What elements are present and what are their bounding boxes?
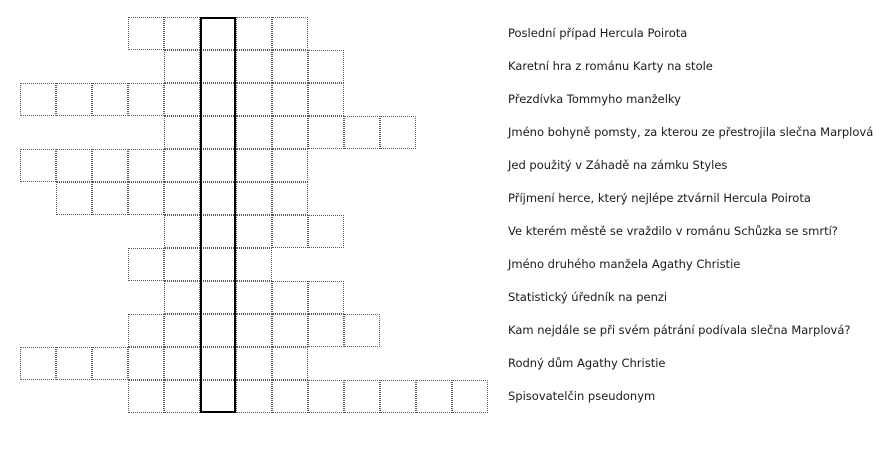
crossword-cell-input[interactable] (165, 150, 199, 181)
crossword-cell[interactable] (128, 83, 164, 116)
crossword-cell-input[interactable] (237, 117, 271, 148)
clue-text: Rodný dům Agathy Christie (508, 356, 666, 370)
clue-text: Spisovatelčin pseudonym (508, 389, 656, 403)
crossword-cell-input[interactable] (345, 315, 379, 346)
crossword-cell[interactable] (272, 83, 308, 116)
crossword-cell[interactable] (164, 380, 200, 413)
crossword-cell[interactable] (164, 149, 200, 182)
crossword-cell[interactable] (128, 314, 164, 347)
crossword-cell[interactable] (164, 83, 200, 116)
crossword-cell-input[interactable] (237, 183, 271, 214)
crossword-cell[interactable] (56, 149, 92, 182)
crossword-cell[interactable] (164, 314, 200, 347)
crossword-cell[interactable] (344, 314, 380, 347)
crossword-cell-input[interactable] (273, 348, 307, 379)
crossword-cell[interactable] (308, 215, 344, 248)
crossword-cell[interactable] (200, 83, 236, 116)
crossword-cell[interactable] (128, 248, 164, 281)
crossword-cell-input[interactable] (129, 183, 163, 214)
crossword-cell-input[interactable] (57, 183, 91, 214)
clue-text: Příjmení herce, který nejlépe ztvárnil Hercula Poirota (508, 191, 811, 205)
crossword-cell[interactable] (56, 347, 92, 380)
crossword-cell-input[interactable] (237, 18, 271, 49)
crossword-cell-input[interactable] (273, 18, 307, 49)
crossword-cell[interactable] (308, 314, 344, 347)
crossword-cell-input[interactable] (57, 150, 91, 181)
crossword-cell[interactable] (272, 380, 308, 413)
crossword-cell-input[interactable] (309, 282, 343, 313)
clue-text: Ve kterém městě se vraždilo v románu Schůzka se smrtí? (508, 224, 838, 238)
crossword-cell-input[interactable] (201, 348, 235, 379)
crossword-cell[interactable] (200, 17, 236, 50)
crossword-cell[interactable] (236, 347, 272, 380)
clue-text: Jméno druhého manžela Agathy Christie (508, 257, 741, 271)
crossword-cell-input[interactable] (309, 315, 343, 346)
crossword-cell[interactable] (200, 116, 236, 149)
crossword-cell[interactable] (200, 215, 236, 248)
crossword-cell[interactable] (236, 314, 272, 347)
crossword-cell-input[interactable] (201, 150, 235, 181)
crossword-cell-input[interactable] (201, 183, 235, 214)
crossword-cell-input[interactable] (237, 150, 271, 181)
crossword-cell-input[interactable] (237, 381, 271, 412)
crossword-cell-input[interactable] (273, 282, 307, 313)
crossword-cell[interactable] (164, 347, 200, 380)
crossword-cell-input[interactable] (165, 381, 199, 412)
crossword-cell-input[interactable] (273, 183, 307, 214)
crossword-cell-input[interactable] (165, 18, 199, 49)
crossword-cell[interactable] (200, 314, 236, 347)
crossword-cell-input[interactable] (165, 117, 199, 148)
crossword-cell-input[interactable] (93, 150, 127, 181)
crossword-cell-input[interactable] (93, 84, 127, 115)
crossword-cell[interactable] (272, 182, 308, 215)
crossword-cell-input[interactable] (93, 183, 127, 214)
crossword-cell-input[interactable] (237, 216, 271, 247)
crossword-cell-input[interactable] (165, 84, 199, 115)
crossword-cell[interactable] (308, 380, 344, 413)
crossword-cell[interactable] (416, 380, 452, 413)
crossword-cell-input[interactable] (165, 249, 199, 280)
crossword-cell-input[interactable] (201, 249, 235, 280)
crossword-cell-input[interactable] (21, 348, 55, 379)
crossword-cell-input[interactable] (165, 348, 199, 379)
crossword-cell-input[interactable] (273, 150, 307, 181)
crossword-cell[interactable] (200, 149, 236, 182)
crossword-cell[interactable] (164, 50, 200, 83)
crossword-cell[interactable] (164, 116, 200, 149)
crossword-cell-input[interactable] (237, 249, 271, 280)
crossword-cell-input[interactable] (237, 84, 271, 115)
crossword-cell-input[interactable] (309, 381, 343, 412)
crossword-cell-input[interactable] (345, 117, 379, 148)
crossword-cell-input[interactable] (165, 315, 199, 346)
crossword-cell[interactable] (272, 50, 308, 83)
crossword-cell-input[interactable] (201, 282, 235, 313)
crossword-cell-input[interactable] (129, 18, 163, 49)
crossword-cell-input[interactable] (309, 216, 343, 247)
crossword-cell-input[interactable] (129, 84, 163, 115)
crossword-cell-input[interactable] (21, 84, 55, 115)
crossword-cell-input[interactable] (273, 315, 307, 346)
crossword-cell[interactable] (128, 149, 164, 182)
crossword-cell-input[interactable] (165, 216, 199, 247)
crossword-cell[interactable] (92, 83, 128, 116)
crossword-cell-input[interactable] (309, 117, 343, 148)
crossword-cell-input[interactable] (237, 315, 271, 346)
crossword-cell[interactable] (164, 215, 200, 248)
crossword-cell-input[interactable] (381, 381, 415, 412)
crossword-cell[interactable] (236, 248, 272, 281)
crossword-cell[interactable] (20, 83, 56, 116)
crossword-cell-input[interactable] (201, 315, 235, 346)
clue-text: Jed použitý v Záhadě na zámku Styles (508, 158, 728, 172)
crossword-cell-input[interactable] (453, 381, 487, 412)
crossword-cell[interactable] (200, 50, 236, 83)
crossword-cell[interactable] (308, 50, 344, 83)
crossword-cell[interactable] (128, 380, 164, 413)
crossword-cell[interactable] (164, 281, 200, 314)
crossword-cell-input[interactable] (201, 84, 235, 115)
crossword-cell[interactable] (452, 380, 488, 413)
clue-text: Kam nejdále se při svém pátrání podívala slečna Marplová? (508, 323, 851, 337)
crossword-cell-input[interactable] (273, 84, 307, 115)
crossword-cell[interactable] (272, 347, 308, 380)
crossword-cell-input[interactable] (201, 18, 235, 49)
crossword-cell[interactable] (200, 380, 236, 413)
crossword-cell-input[interactable] (129, 315, 163, 346)
crossword-cell[interactable] (308, 281, 344, 314)
crossword-cell[interactable] (92, 182, 128, 215)
crossword-cell[interactable] (272, 149, 308, 182)
clue-text: Jméno bohyně pomsty, za kterou ze přestrojila slečna Marplová (508, 125, 874, 139)
clue-text: Poslední případ Hercula Poirota (508, 26, 688, 40)
crossword-cell[interactable] (236, 116, 272, 149)
crossword-cell[interactable] (200, 182, 236, 215)
crossword-cell[interactable] (20, 347, 56, 380)
crossword-cell-input[interactable] (129, 348, 163, 379)
crossword-cell-input[interactable] (93, 348, 127, 379)
crossword-cell[interactable] (380, 116, 416, 149)
crossword-cell[interactable] (164, 17, 200, 50)
crossword-cell[interactable] (128, 17, 164, 50)
crossword-cell-input[interactable] (273, 381, 307, 412)
crossword-cell-input[interactable] (237, 348, 271, 379)
crossword-cell[interactable] (20, 149, 56, 182)
crossword-cell[interactable] (272, 314, 308, 347)
crossword-cell[interactable] (344, 380, 380, 413)
crossword-cell[interactable] (128, 347, 164, 380)
crossword-cell-input[interactable] (201, 51, 235, 82)
crossword-cell-input[interactable] (309, 84, 343, 115)
crossword-cell-input[interactable] (57, 348, 91, 379)
crossword-cell-input[interactable] (273, 216, 307, 247)
crossword-cell[interactable] (236, 281, 272, 314)
crossword-cell-input[interactable] (129, 381, 163, 412)
crossword-cell[interactable] (236, 380, 272, 413)
crossword-cell-input[interactable] (57, 84, 91, 115)
clue-text: Statistický úředník na penzi (508, 290, 668, 304)
crossword-cell-input[interactable] (201, 381, 235, 412)
crossword-cell[interactable] (308, 83, 344, 116)
crossword-cell-input[interactable] (237, 51, 271, 82)
crossword-cell-input[interactable] (237, 282, 271, 313)
crossword-cell-input[interactable] (309, 51, 343, 82)
crossword-cell[interactable] (164, 182, 200, 215)
crossword-cell[interactable] (56, 182, 92, 215)
crossword-cell[interactable] (236, 83, 272, 116)
crossword-cell-input[interactable] (345, 381, 379, 412)
crossword-cell-input[interactable] (273, 117, 307, 148)
crossword-cell[interactable] (200, 347, 236, 380)
crossword-cell-input[interactable] (417, 381, 451, 412)
crossword-cell[interactable] (164, 248, 200, 281)
crossword-cell[interactable] (56, 83, 92, 116)
crossword-cell-input[interactable] (273, 51, 307, 82)
crossword-cell-input[interactable] (201, 117, 235, 148)
clue-text: Karetní hra z románu Karty na stole (508, 59, 713, 73)
crossword-cell-input[interactable] (129, 150, 163, 181)
crossword-cell[interactable] (344, 116, 380, 149)
crossword-cell[interactable] (128, 182, 164, 215)
crossword-cell[interactable] (272, 281, 308, 314)
crossword-cell[interactable] (92, 149, 128, 182)
crossword-cell[interactable] (236, 149, 272, 182)
crossword-cell[interactable] (236, 215, 272, 248)
crossword-cell[interactable] (200, 248, 236, 281)
crossword-cell-input[interactable] (21, 150, 55, 181)
clue-text: Přezdívka Tommyho manželky (508, 92, 681, 106)
crossword-cell-input[interactable] (165, 183, 199, 214)
crossword-cell[interactable] (236, 17, 272, 50)
crossword-cell-input[interactable] (165, 51, 199, 82)
crossword-cell[interactable] (380, 380, 416, 413)
crossword-cell[interactable] (92, 347, 128, 380)
crossword-cell[interactable] (308, 116, 344, 149)
crossword-cell[interactable] (272, 215, 308, 248)
crossword-cell-input[interactable] (165, 282, 199, 313)
crossword-cell-input[interactable] (201, 216, 235, 247)
crossword-cell[interactable] (272, 116, 308, 149)
crossword-cell-input[interactable] (381, 117, 415, 148)
crossword-cell-input[interactable] (129, 249, 163, 280)
crossword-cell[interactable] (272, 17, 308, 50)
crossword-cell[interactable] (200, 281, 236, 314)
crossword-cell[interactable] (236, 50, 272, 83)
crossword-cell[interactable] (236, 182, 272, 215)
